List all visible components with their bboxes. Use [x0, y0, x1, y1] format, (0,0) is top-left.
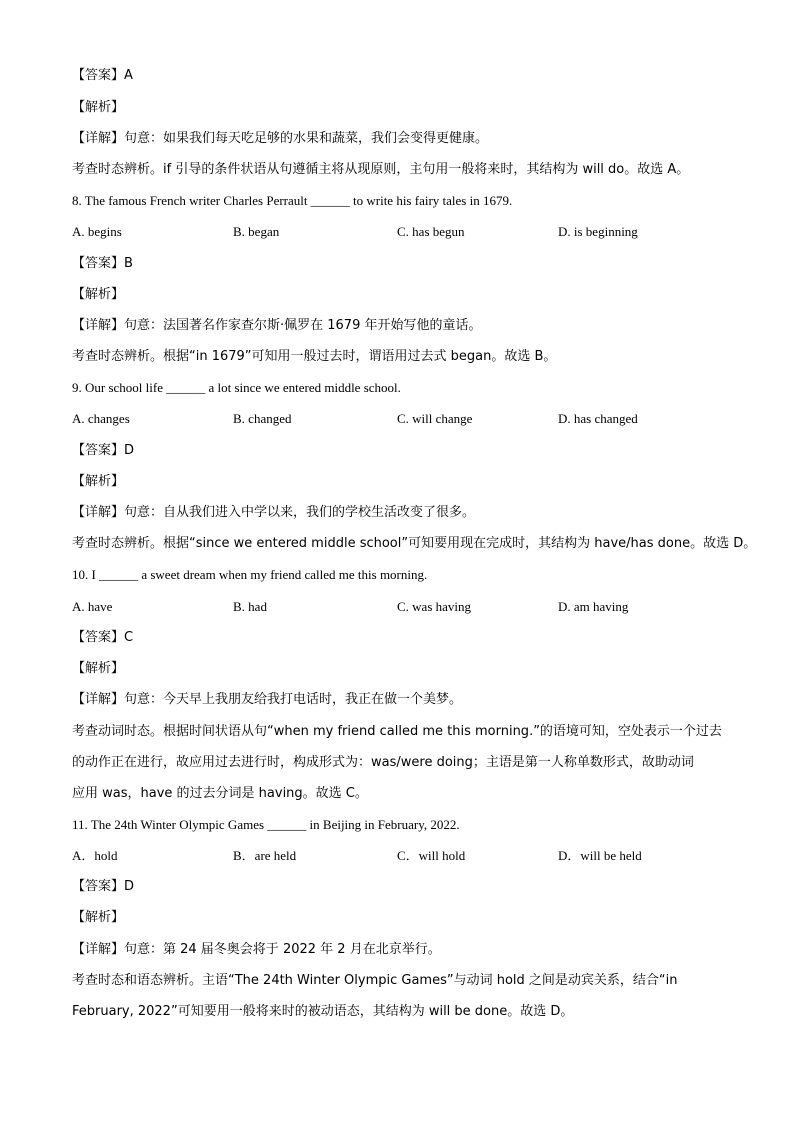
q9-analysis: 考查时态辨析。根据“since we entered middle school”可知要用现在完成时，其结构为 have/has done。故选 D。 [72, 536, 757, 551]
q10-option-c: C. was having [397, 599, 472, 614]
q9-jiexi-label: 【解析】 [72, 474, 125, 489]
q8-option-a: A. begins [72, 224, 122, 239]
q7-detail: 【详解】句意：如果我们每天吃足够的水果和蔬菜，我们会变得更健康。 [72, 131, 489, 146]
q8-question: 8. The famous French writer Charles Perrault ______ to write his fairy tales in 1679. [72, 193, 513, 208]
q11-answer: 【答案】D [72, 879, 135, 894]
q9-option-c: C. will change [397, 411, 473, 426]
q9-option-d: D. has changed [558, 411, 638, 426]
q10-option-a: A. have [72, 599, 113, 614]
q10-question: 10. I ______ a sweet dream when my friend called me this morning. [72, 567, 428, 582]
q7-analysis: 考查时态辨析。if 引导的条件状语从句遵循主将从现原则，主句用一般将来时，其结构为 will do。故选 A。 [72, 162, 690, 177]
q8-option-c: C. has begun [397, 224, 465, 239]
q8-analysis: 考查时态辨析。根据“in 1679”可知用一般过去时，谓语用过去式 began。故选 B。 [72, 349, 557, 364]
q10-analysis-line-1: 考查动词时态。根据时间状语从句“when my friend called me this morning.”的语境可知，空处表示一个过去 [72, 724, 722, 739]
q10-answer: 【答案】C [72, 630, 134, 645]
q9-detail: 【详解】句意：自从我们进入中学以来，我们的学校生活改变了很多。 [72, 505, 476, 520]
q9-answer: 【答案】D [72, 443, 135, 458]
q10-analysis-line-2: 的动作正在进行，故应用过去进行时，构成形式为：was/were doing；主语是第一人称单数形式，故助动词 [72, 755, 694, 770]
q11-jiexi-label: 【解析】 [72, 910, 125, 925]
q8-answer: 【答案】B [72, 256, 133, 271]
q11-options [72, 847, 732, 865]
q9-option-b: B. changed [233, 411, 292, 426]
q8-detail: 【详解】句意：法国著名作家查尔斯·佩罗在 1679 年开始写他的童话。 [72, 318, 482, 333]
q11-detail: 【详解】句意：第 24 届冬奥会将于 2022 年 2 月在北京举行。 [72, 942, 441, 957]
q8-option-d: D. is beginning [558, 224, 638, 239]
q9-option-a: A. changes [72, 411, 130, 426]
q10-option-b: B. had [233, 599, 267, 614]
q11-option-b: B．are held [233, 848, 297, 863]
q10-jiexi-label: 【解析】 [72, 661, 125, 676]
q9-question: 9. Our school life ______ a lot since we entered middle school. [72, 380, 401, 395]
q11-option-a: A．hold [72, 848, 118, 863]
q8-options [72, 223, 732, 241]
q11-option-c: C．will hold [397, 848, 466, 863]
q7-jiexi-label: 【解析】 [72, 100, 125, 115]
q10-options [72, 598, 732, 616]
q11-analysis-line-1: 考查时态和语态辨析。主语“The 24th Winter Olympic Games”与动词 hold 之间是动宾关系，结合“in [72, 973, 678, 988]
q10-analysis-line-3: 应用 was，have 的过去分词是 having。故选 C。 [72, 786, 368, 801]
q10-detail: 【详解】句意：今天早上我朋友给我打电话时，我正在做一个美梦。 [72, 692, 463, 707]
q8-jiexi-label: 【解析】 [72, 287, 125, 302]
q7-answer: 【答案】A [72, 68, 133, 83]
q8-option-b: B. began [233, 224, 280, 239]
q11-analysis-line-2: February, 2022”可知要用一般将来时的被动语态，其结构为 will be done。故选 D。 [72, 1004, 574, 1019]
q11-question: 11. The 24th Winter Olympic Games ______ in Beijing in February, 2022. [72, 817, 460, 832]
q9-options [72, 410, 732, 428]
q11-option-d: D．will be held [558, 848, 642, 863]
q10-option-d: D. am having [558, 599, 629, 614]
